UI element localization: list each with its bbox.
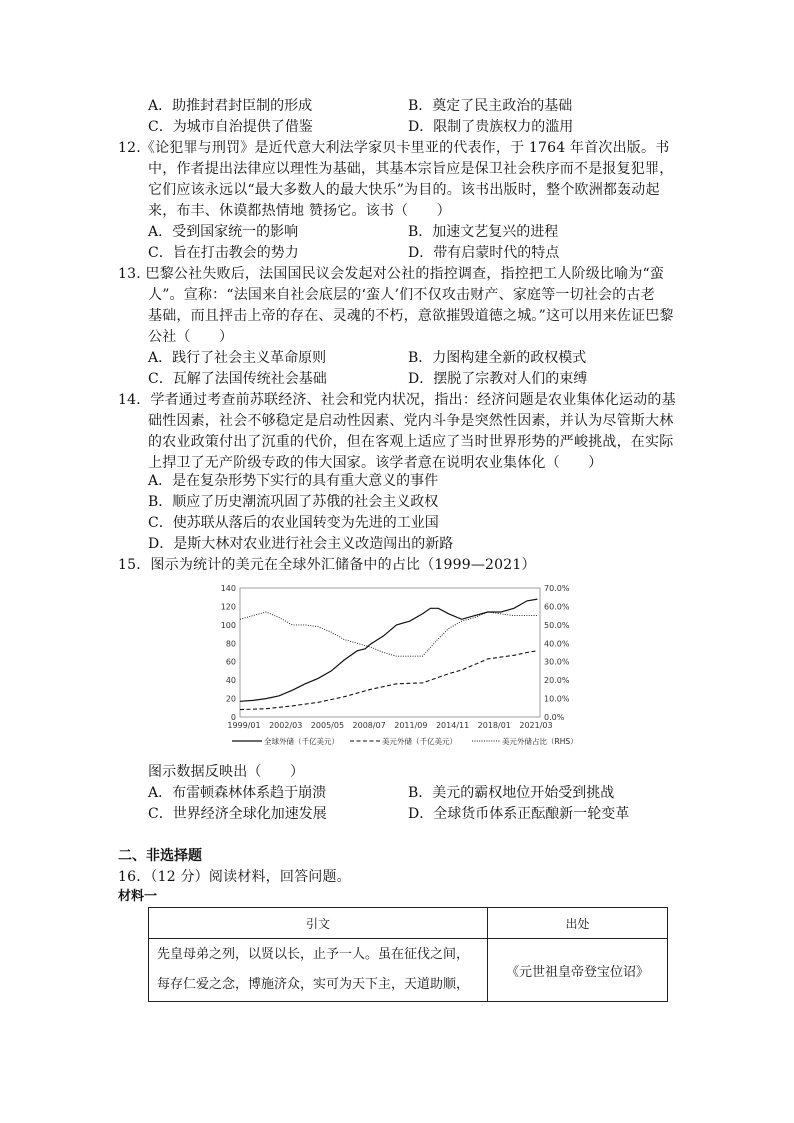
x-tick-label: 2002/03 [269,721,303,730]
section-title: 二、非选择题 [118,848,202,864]
x-tick-label: 1999/01 [227,721,261,730]
q15-option-c: C．世界经济全球化加速发展 [148,806,327,822]
q14-option-d: D．是斯大林对农业进行社会主义改造闯出的新路 [148,536,454,552]
q15-stem: 15．图示为统计的美元在全球外汇储备中的占比（1999—2021） [118,557,536,573]
legend-label: 全球外储（千亿美元） [264,737,339,746]
material-label: 材料一 [118,889,158,904]
q11-option-d: D．限制了贵族权力的滥用 [408,119,574,135]
y-right-tick-label: 10.0% [544,694,570,704]
quote-line: 先皇母弟之列，以贤以长，止予一人。虽在征伐之间， [157,947,470,962]
table-header-source: 出处 [488,908,668,939]
y-right-tick-label: 40.0% [544,639,570,649]
y-left-tick-label: 120 [220,602,236,612]
table-source-cell: 《元世祖皇帝登宝位诏》 [488,939,668,1002]
q13-option-b: B．力图构建全新的政权模式 [408,350,587,366]
q12-option-d: D．带有启蒙时代的特点 [408,245,560,261]
material-table [148,907,668,1002]
y-right-tick-label: 60.0% [544,602,570,612]
y-right-tick-label: 50.0% [544,620,570,630]
q15-option-b: B．美元的霸权地位开始受到挑战 [408,785,615,801]
q13-option-a: A．践行了社会主义革命原则 [148,350,327,366]
y-left-tick-label: 60 [225,657,236,667]
q12-stem-line: 中，作者提出法律应以理性为基础，其基本宗旨应是保卫社会秩序而不是报复犯罪， [148,161,674,177]
y-left-tick-label: 40 [225,676,236,686]
q14-stem-line: 14．学者通过考查前苏联经济、社会和党内状况，指出：经济问题是农业集体化运动的基 [118,392,676,408]
series-line-3 [240,612,537,656]
table-quote-cell [149,939,488,1002]
quote-line: 每存仁爱之念，博施济众，实可为天下主，天道助顺， [157,977,470,992]
x-tick-label: 2008/07 [352,721,386,730]
y-right-tick-label: 30.0% [544,657,570,667]
x-tick-label: 2014/11 [435,721,470,730]
q14-stem-line: 上捍卫了无产阶级专政的伟大国家。该学者意在说明农业集体化（ ） [148,455,603,471]
series-line-2 [240,651,537,710]
q16-stem: 16．（12 分）阅读材料，回答问题。 [118,869,351,885]
q14-option-c: C．使苏联从落后的农业国转变为先进的工业国 [148,515,439,531]
y-left-tick-label: 80 [225,639,236,649]
legend-label: 美元外储（千亿美元） [382,737,457,746]
q13-stem-line: 13. 巴黎公社失败后，法国国民议会发起对公社的指控调查，指控把工人阶级比喻为“蛮 [118,266,665,282]
x-tick-label: 2018/01 [477,721,511,730]
q12-option-b: B．加速文艺复兴的进程 [408,224,559,240]
x-tick-label: 2021/03 [519,721,553,730]
q15-option-d: D．全球货币体系正酝酿新一轮变革 [408,806,630,822]
q11-option-b: B．奠定了民主政治的基础 [408,98,573,114]
q13-stem-line: 人”。宣称：“法国来自社会底层的‘蛮人’们不仅攻击财产、家庭等一切社会的古老 [148,287,655,303]
reserves-chart [210,580,580,752]
legend-label: 美元外储占比（RHS） [502,737,578,746]
q11-option-c: C．为城市自治提供了借鉴 [148,119,313,135]
q14-stem-line: 的农业政策付出了沉重的代价，但在客观上适应了当时世界形势的严峻挑战，在实际 [148,434,674,450]
y-right-tick-label: 70.0% [544,584,570,593]
x-tick-label: 2011/09 [394,721,428,730]
q14-option-a: A．是在复杂形势下实行的具有重大意义的事件 [148,473,439,489]
x-tick-label: 2005/05 [310,721,345,730]
q14-stem-line: 础性因素，社会不够稳定是启动性因素、党内斗争是突然性因素，并认为尽管斯大林 [148,413,674,429]
y-right-tick-label: 0.0% [544,713,565,722]
y-left-tick-label: 100 [220,620,236,630]
y-left-tick-label: 140 [220,584,236,593]
q15-option-a: A．布雷顿森林体系趋于崩溃 [148,785,327,801]
q12-stem-line: 它们应该永远以“最大多数人的最大快乐”为目的。该书出版时，整个欧洲都轰动起 [148,182,660,198]
q12-stem-line: 来，布丰、休谟都热情地 赞扬它。该书（ ） [148,203,451,219]
q13-stem-line: 基础，而且抨击上帝的存在、灵魂的不朽，意欲摧毁道德之城。”这可以用来佐证巴黎 [148,308,674,324]
q13-stem-line: 公社（ ） [148,329,234,345]
q15-question: 图示数据反映出（ ） [148,764,305,780]
q13-option-c: C．瓦解了法国传统社会基础 [148,371,327,387]
plot-frame [240,588,540,717]
y-left-tick-label: 0 [230,713,236,722]
q12-option-a: A．受到国家统一的影响 [148,224,299,240]
q14-option-b: B．顺应了历史潮流巩固了苏俄的社会主义政权 [148,494,439,510]
q11-option-a: A．助推封君封臣制的形成 [148,98,313,114]
q13-option-d: D．摆脱了宗教对人们的束缚 [408,371,588,387]
q12-stem-line: 12.《论犯罪与刑罚》是近代意大利法学家贝卡里亚的代表作，于 1764 年首次出版。书 [118,140,670,156]
table-header-quote: 引文 [149,908,488,939]
y-left-tick-label: 20 [225,694,236,704]
y-right-tick-label: 20.0% [544,676,570,686]
q12-option-c: C．旨在打击教会的势力 [148,245,299,261]
